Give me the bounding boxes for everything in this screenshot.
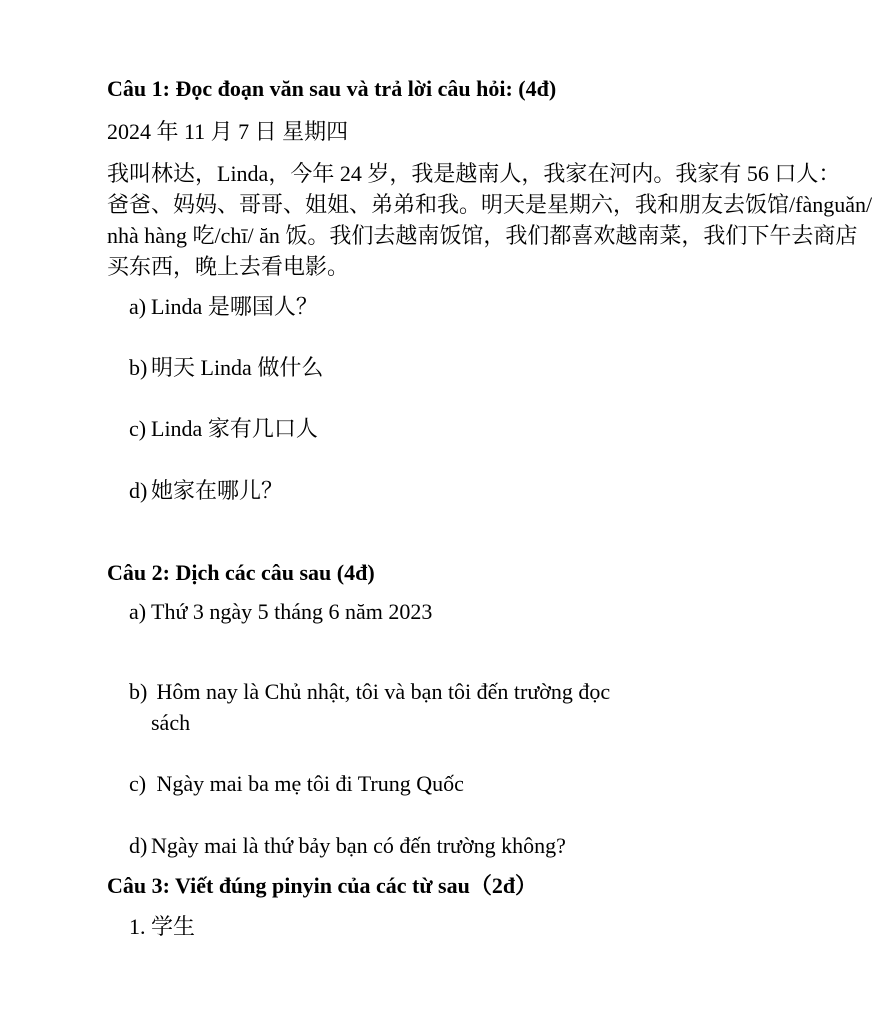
translation-item xyxy=(129,597,432,627)
translation-item xyxy=(129,831,566,861)
item-text: Hôm nay là Chủ nhật, tôi và bạn tôi đến trường đọc xyxy=(151,679,611,704)
item-text-continuation: sách xyxy=(151,710,191,735)
paragraph-line: 买东西，晚上去看电影。 xyxy=(107,254,350,279)
paragraph-line: nhà hàng 吃/chī/ ăn 饭。我们去越南饭馆，我们都喜欢越南菜，我们下午去商店 xyxy=(107,223,858,248)
pinyin-item xyxy=(129,912,195,942)
question-marker: c) xyxy=(129,416,147,441)
question-item xyxy=(129,353,323,383)
translation-item xyxy=(129,769,464,799)
question-text: Linda 是哪国人？ xyxy=(151,294,318,319)
item-marker: c) xyxy=(129,771,147,796)
item-marker: a) xyxy=(129,599,147,624)
section-1-heading: Câu 1: Đọc đoạn văn sau và trả lời câu hỏi: (4đ) xyxy=(107,76,557,101)
item-text: Thứ 3 ngày 5 tháng 6 năm 2023 xyxy=(151,599,433,624)
section-2-heading: Câu 2: Dịch các câu sau (4đ) xyxy=(107,560,375,585)
question-item xyxy=(129,476,283,506)
question-item xyxy=(129,414,318,444)
question-text: Linda 家有几口人 xyxy=(151,416,318,441)
translation-item xyxy=(129,677,610,707)
item-marker: 1. xyxy=(129,914,146,939)
paragraph-line: 爸爸、妈妈、哥哥、姐姐、弟弟和我。明天是星期六，我和朋友去饭馆/fànguǎn/ xyxy=(107,192,872,217)
question-marker: d) xyxy=(129,478,148,503)
paragraph-line: 我叫林达，Linda，今年 24 岁，我是越南人，我家在河内。我家有 56 口人： xyxy=(107,161,841,186)
item-marker: b) xyxy=(129,679,148,704)
item-text: 学生 xyxy=(151,914,196,939)
question-marker: b) xyxy=(129,355,148,380)
question-marker: a) xyxy=(129,294,147,319)
date-line: 2024 年 11 月 7 日 星期四 xyxy=(107,119,349,144)
question-text: 她家在哪儿？ xyxy=(151,478,284,503)
item-marker: d) xyxy=(129,833,148,858)
question-text: 明天 Linda 做什么 xyxy=(151,355,324,380)
item-text: Ngày mai ba mẹ tôi đi Trung Quốc xyxy=(151,771,464,796)
section-3-heading: Câu 3: Viết đúng pinyin của các từ sau（2đ） xyxy=(107,873,538,898)
item-text: Ngày mai là thứ bảy bạn có đến trường không? xyxy=(151,833,566,858)
question-item xyxy=(129,292,318,322)
